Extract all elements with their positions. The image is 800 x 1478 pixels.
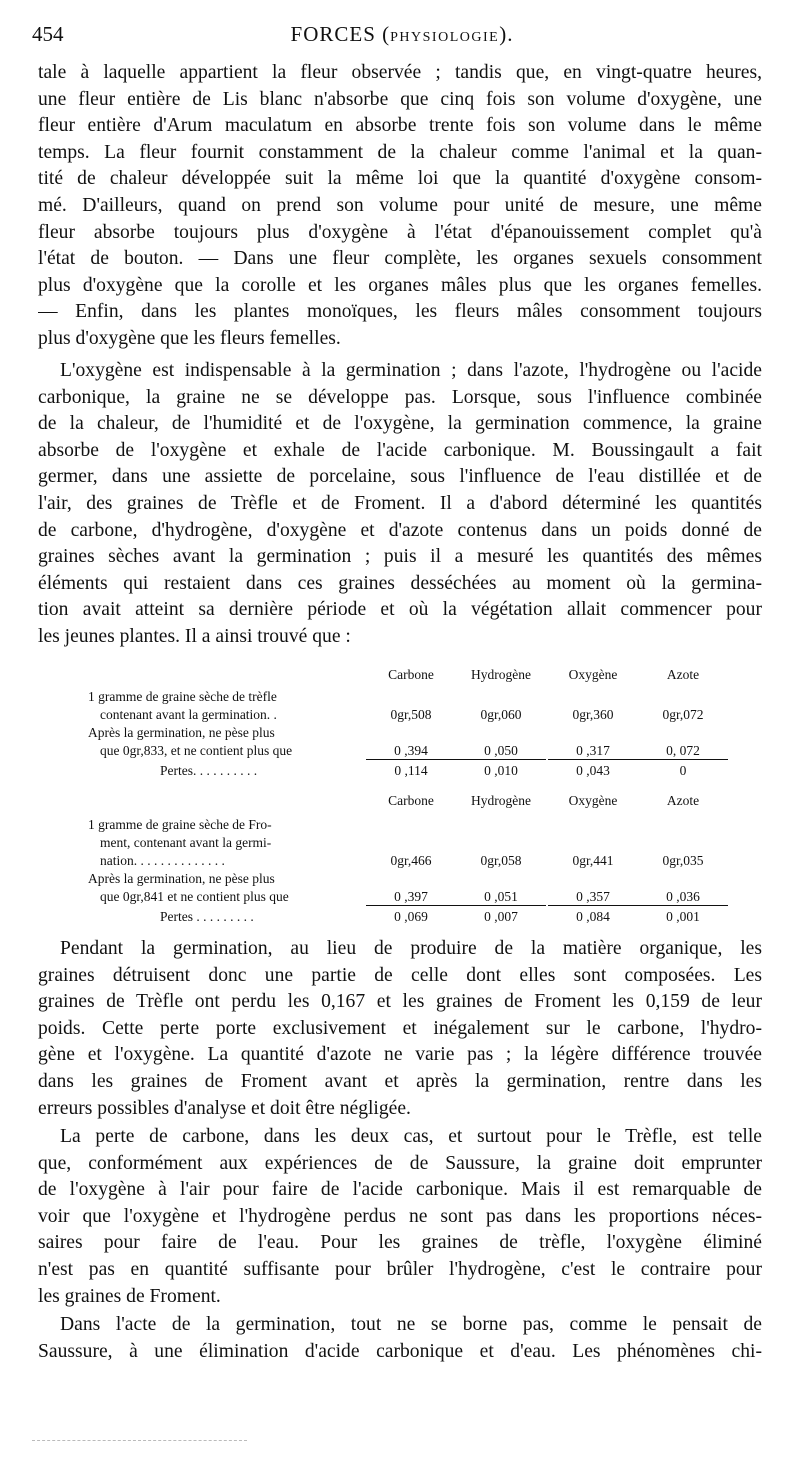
text-line: dans les graines de Froment avant et après la germination, rentre dans les <box>38 1070 762 1092</box>
table-cell: 0gr,508 <box>390 707 432 722</box>
table-row <box>60 908 770 926</box>
text-line: tion avait atteint sa dernière période et où la végétation allait commencer pour <box>38 599 762 621</box>
page-bottom-rule <box>32 1440 247 1441</box>
text-line: erreurs possibles d'analyse et doit être négligée. <box>38 1097 411 1119</box>
column-header: Hydrogène <box>471 667 531 682</box>
row-label: 1 gramme de graine sèche de Fro- <box>88 817 272 832</box>
page-number: 454 <box>32 22 64 46</box>
table-row <box>60 688 770 706</box>
column-header: Carbone <box>388 667 434 682</box>
text-line: poids. Cette perte porte exclusivement et inégalement sur le carbone, l'hydro- <box>38 1017 762 1039</box>
table-row <box>60 888 770 906</box>
text-line: La perte de carbone, dans les deux cas, et surtout pour le Trèfle, est telle <box>60 1126 762 1147</box>
text-line: l'état de bouton. — Dans une fleur complète, les organes sexuels consomment <box>38 248 762 270</box>
paragraph-4 <box>38 1124 762 1310</box>
table-cell: 0 ,114 <box>394 763 428 778</box>
text-line: graines sèches avant la germination ; puis il a mesuré les quantités des mêmes <box>38 546 762 568</box>
row-label: nation. . . . . . . . . . . . . . <box>100 853 225 868</box>
paragraph-1 <box>38 60 762 353</box>
text-line: de la chaleur, de l'humidité et de l'oxygène, la germination commence, la graine <box>38 413 762 435</box>
running-header <box>32 22 772 52</box>
table-cell: 0 ,036 <box>638 888 728 906</box>
row-label: 1 gramme de graine sèche de trèfle <box>88 689 277 704</box>
row-label: que 0gr,841 et ne contient plus que <box>100 889 289 904</box>
text-line: saires pour faire de l'eau. Pour les graines de trèfle, l'oxygène éliminé <box>38 1232 762 1254</box>
table-cell: 0 ,397 <box>366 888 456 906</box>
row-label: Après la germination, ne pèse plus <box>88 871 275 886</box>
results-table <box>60 666 770 938</box>
text-line: graines de Trèfle ont perdu les 0,167 et les graines de Froment les 0,159 de leur <box>38 991 762 1013</box>
text-line: plus d'oxygène que la corolle et les organes mâles plus que les organes femelles. <box>38 274 762 296</box>
text-line: plus d'oxygène que les fleurs femelles. <box>38 327 341 349</box>
table-cell: 0gr,058 <box>480 853 522 868</box>
text-line: carbonique, la graine ne se développe pas. Lorsque, sous l'influence combinée <box>38 386 762 408</box>
column-header: Carbone <box>388 793 434 808</box>
column-header: Oxygène <box>568 667 618 682</box>
table-cell: 0 ,001 <box>666 909 700 924</box>
row-label: contenant avant la germination. . <box>100 707 277 722</box>
table-row <box>60 706 770 724</box>
table-cell: 0 ,050 <box>456 742 546 760</box>
table-cell: 0 ,357 <box>548 888 638 906</box>
text-line: mé. D'ailleurs, quand on prend son volume pour unité de mesure, une même <box>38 194 762 216</box>
text-line: de l'oxygène à l'air pour faire de l'acide carbonique. Mais il est remarquable de <box>38 1179 762 1201</box>
text-line: absorbe de l'oxygène et exhale de l'acide carbonique. M. Boussingault a fait <box>38 439 762 461</box>
row-label: que 0gr,833, et ne contient plus que <box>100 743 293 758</box>
table-cell: 0 ,010 <box>484 763 518 778</box>
losses-label: Pertes. . . . . . . . . . <box>160 763 258 778</box>
paragraph-3 <box>38 936 762 1122</box>
text-line: L'oxygène est indispensable à la germination ; dans l'azote, l'hydrogène ou l'acide <box>60 360 762 381</box>
text-line: gène et l'oxygène. La quantité d'azote ne varie pas ; la légère différence trouvée <box>38 1044 762 1066</box>
paragraph-2 <box>38 358 762 651</box>
paragraph-5 <box>38 1312 762 1365</box>
text-line: que, conformément aux expériences de de Saussure, la graine doit emprunter <box>38 1152 762 1174</box>
table-cell: 0gr,360 <box>572 707 614 722</box>
table-row <box>60 852 770 870</box>
column-header: Azote <box>666 793 700 808</box>
table-cell: 0 ,069 <box>394 909 428 924</box>
text-line: n'est pas en quantité suffisante pour brûler l'hydrogène, c'est le contraire pour <box>38 1258 762 1280</box>
table-cell: 0 <box>679 763 687 778</box>
text-line: tale à laquelle appartient la fleur observée ; tandis que, en vingt-quatre heures, <box>38 62 762 83</box>
table-row <box>60 742 770 760</box>
text-line: l'air, des graines de Trèfle et de Froment. Il a d'abord déterminé les quantités <box>38 492 762 514</box>
running-title <box>32 22 772 47</box>
text-line: de carbone, d'hydrogène, d'oxygène et d'azote contenus dans un poids donné de <box>38 519 762 541</box>
table-cell: 0, 072 <box>638 742 728 760</box>
table-header-row <box>60 792 770 810</box>
text-line: fleur entière d'Arum maculatum en absorbe trente fois son volume dans le même <box>38 115 762 137</box>
running-title-main: FORCES ( <box>290 22 391 46</box>
table-cell: 0gr,060 <box>480 707 522 722</box>
table-row <box>60 834 770 852</box>
table-row <box>60 724 770 742</box>
row-label: ment, contenant avant la germi- <box>100 835 272 850</box>
text-line: Pendant la germination, au lieu de produire de la matière organique, les <box>60 938 762 959</box>
losses-label: Pertes . . . . . . . . . <box>160 909 254 924</box>
text-line: une fleur entière de Lis blanc n'absorbe que cinq fois son volume d'oxygène, une <box>38 88 762 110</box>
table-row <box>60 762 770 780</box>
running-title-end: ). <box>499 22 514 46</box>
table-row <box>60 870 770 888</box>
table-cell: 0gr,072 <box>662 707 704 722</box>
text-line: Saussure, à une élimination d'acide carbonique et d'eau. Les phénomènes chi- <box>38 1340 762 1362</box>
text-line: les graines de Froment. <box>38 1285 221 1307</box>
text-line: les jeunes plantes. Il a ainsi trouvé que : <box>38 625 351 647</box>
table-cell: 0gr,466 <box>390 853 432 868</box>
text-line: voir que l'oxygène et l'hydrogène perdus ne sont pas dans les proportions néces- <box>38 1205 762 1227</box>
column-header: Azote <box>666 667 700 682</box>
table-cell: 0 ,051 <box>456 888 546 906</box>
running-title-small-caps: PHYSIOLOGIE <box>390 30 500 45</box>
table-cell: 0 ,043 <box>576 763 610 778</box>
table-cell: 0 ,007 <box>484 909 518 924</box>
column-header: Oxygène <box>568 793 618 808</box>
table-row <box>60 816 770 834</box>
text-line: tité de chaleur développée suit la même loi que la quantité d'oxygène consom- <box>38 168 762 190</box>
table-cell: 0 ,317 <box>548 742 638 760</box>
text-line: temps. La fleur fournit constamment de la chaleur comme l'animal et la quan- <box>38 141 762 163</box>
table-header-row <box>60 666 770 684</box>
text-line: éléments qui restaient dans ces graines desséchées au moment où la germina- <box>38 572 762 594</box>
table-cell: 0gr,441 <box>572 853 614 868</box>
text-line: germer, dans une assiette de porcelaine, sous l'influence de l'eau distillée et de <box>38 466 762 488</box>
text-line: — Enfin, dans les plantes monoïques, les fleurs mâles consomment toujours <box>38 301 762 323</box>
table-cell: 0 ,084 <box>576 909 610 924</box>
text-line: graines détruisent donc une partie de celle dont elles sont composées. Les <box>38 964 762 986</box>
text-line: Dans l'acte de la germination, tout ne se borne pas, comme le pensait de <box>60 1314 762 1335</box>
row-label: Après la germination, ne pèse plus <box>88 725 275 740</box>
table-cell: 0gr,035 <box>662 853 704 868</box>
text-line: fleur absorbe toujours plus d'oxygène à l'état d'épanouissement complet qu'à <box>38 221 762 243</box>
column-header: Hydrogène <box>471 793 531 808</box>
table-cell: 0 ,394 <box>366 742 456 760</box>
